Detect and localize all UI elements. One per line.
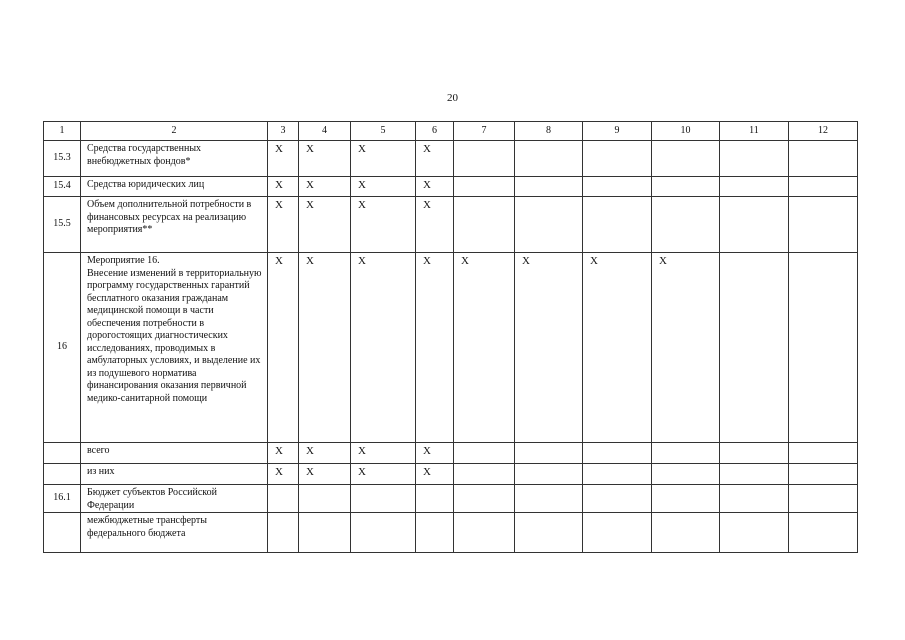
value-cell <box>454 485 515 513</box>
column-header: 1 <box>44 122 81 141</box>
value-cell <box>720 177 789 197</box>
value-cell: X <box>416 464 454 485</box>
value-cell: X <box>416 253 454 443</box>
value-cell <box>652 443 720 464</box>
value-cell <box>789 443 858 464</box>
value-cell <box>583 141 652 177</box>
row-number: 16.1 <box>44 485 81 513</box>
value-cell <box>652 197 720 253</box>
value-cell <box>720 253 789 443</box>
value-cell <box>652 177 720 197</box>
table-row <box>44 177 858 197</box>
row-description-text: Объем дополнительной потребности в финансовых ресурсах на реализацию мероприятия** <box>87 199 252 235</box>
budget-table <box>43 121 858 553</box>
value-cell <box>720 513 789 553</box>
row-description-text: Средства юридических лиц <box>87 179 205 190</box>
value-cell <box>583 177 652 197</box>
value-cell <box>515 197 583 253</box>
value-cell <box>454 177 515 197</box>
value-cell: X <box>299 197 351 253</box>
value-cell: X <box>351 141 416 177</box>
value-cell <box>583 513 652 553</box>
row-number: 15.5 <box>44 197 81 253</box>
value-cell <box>351 485 416 513</box>
value-cell: X <box>351 197 416 253</box>
table-row <box>44 513 858 553</box>
row-number: 16 <box>44 253 81 443</box>
value-cell <box>454 464 515 485</box>
row-description <box>81 485 268 513</box>
value-cell <box>789 513 858 553</box>
header-row <box>44 122 858 141</box>
value-cell: X <box>299 177 351 197</box>
table-row <box>44 197 858 253</box>
value-cell: X <box>268 464 299 485</box>
value-cell: X <box>351 253 416 443</box>
value-cell <box>351 513 416 553</box>
value-cell <box>268 485 299 513</box>
row-description-text: Мероприятие 16. Внесение изменений в территориальную программу государственных гарантий бесплатного оказания гражданам медицинской помощи в части обеспечения потребности в дорогостоящих диагностических исследованиях, проводимых в амбулаторных условиях, и выделение их из подушевого норматива финансирования оказания первичной медико-санитарной помощи <box>87 255 262 404</box>
row-description-text: Средства государственных внебюджетных фондов* <box>87 143 202 167</box>
value-cell: X <box>515 253 583 443</box>
row-number <box>44 443 81 464</box>
value-cell: X <box>416 141 454 177</box>
value-cell <box>720 464 789 485</box>
column-header: 8 <box>515 122 583 141</box>
value-cell: X <box>351 464 416 485</box>
value-cell <box>652 513 720 553</box>
column-header: 10 <box>652 122 720 141</box>
value-cell: X <box>268 177 299 197</box>
value-cell <box>299 513 351 553</box>
row-description <box>81 177 268 197</box>
value-cell <box>789 197 858 253</box>
value-cell <box>789 177 858 197</box>
value-cell <box>454 141 515 177</box>
table-row <box>44 253 858 443</box>
value-cell: X <box>583 253 652 443</box>
row-description <box>81 513 268 553</box>
value-cell <box>416 485 454 513</box>
value-cell: X <box>299 253 351 443</box>
value-cell <box>515 464 583 485</box>
value-cell <box>268 513 299 553</box>
value-cell <box>515 141 583 177</box>
row-description <box>81 141 268 177</box>
value-cell: X <box>299 464 351 485</box>
row-description <box>81 253 268 443</box>
value-cell <box>454 197 515 253</box>
value-cell: X <box>416 443 454 464</box>
column-header: 11 <box>720 122 789 141</box>
value-cell: X <box>299 443 351 464</box>
row-description <box>81 464 268 485</box>
row-number: 15.3 <box>44 141 81 177</box>
column-header: 9 <box>583 122 652 141</box>
value-cell: X <box>416 177 454 197</box>
row-number <box>44 464 81 485</box>
column-header: 7 <box>454 122 515 141</box>
value-cell <box>583 197 652 253</box>
value-cell <box>789 464 858 485</box>
value-cell <box>583 443 652 464</box>
value-cell <box>515 443 583 464</box>
column-header: 6 <box>416 122 454 141</box>
value-cell: X <box>351 177 416 197</box>
value-cell <box>652 485 720 513</box>
value-cell <box>720 197 789 253</box>
page-number: 20 <box>447 92 458 104</box>
value-cell <box>416 513 454 553</box>
value-cell: X <box>268 443 299 464</box>
value-cell: X <box>454 253 515 443</box>
table-row <box>44 443 858 464</box>
table-row <box>44 141 858 177</box>
value-cell: X <box>268 197 299 253</box>
row-number: 15.4 <box>44 177 81 197</box>
row-description-text: межбюджетные трансферты федерального бюджета <box>87 515 207 539</box>
value-cell <box>720 443 789 464</box>
value-cell: X <box>351 443 416 464</box>
value-cell <box>299 485 351 513</box>
value-cell <box>515 485 583 513</box>
value-cell <box>789 141 858 177</box>
column-header: 4 <box>299 122 351 141</box>
row-description-text: всего <box>87 445 110 456</box>
value-cell <box>789 253 858 443</box>
value-cell <box>583 464 652 485</box>
value-cell <box>652 464 720 485</box>
value-cell <box>515 513 583 553</box>
value-cell <box>515 177 583 197</box>
value-cell: X <box>416 197 454 253</box>
value-cell <box>720 485 789 513</box>
row-description-text: Бюджет субъектов Российской Федерации <box>87 487 217 511</box>
value-cell <box>583 485 652 513</box>
value-cell <box>454 443 515 464</box>
value-cell: X <box>268 253 299 443</box>
row-description <box>81 443 268 464</box>
column-header: 3 <box>268 122 299 141</box>
value-cell: X <box>299 141 351 177</box>
row-description-text: из них <box>87 466 115 477</box>
column-header: 5 <box>351 122 416 141</box>
value-cell: X <box>652 253 720 443</box>
row-description <box>81 197 268 253</box>
value-cell <box>789 485 858 513</box>
column-header: 2 <box>81 122 268 141</box>
table-row <box>44 464 858 485</box>
value-cell <box>454 513 515 553</box>
row-number <box>44 513 81 553</box>
value-cell: X <box>268 141 299 177</box>
value-cell <box>652 141 720 177</box>
value-cell <box>720 141 789 177</box>
column-header: 12 <box>789 122 858 141</box>
table-row <box>44 485 858 513</box>
